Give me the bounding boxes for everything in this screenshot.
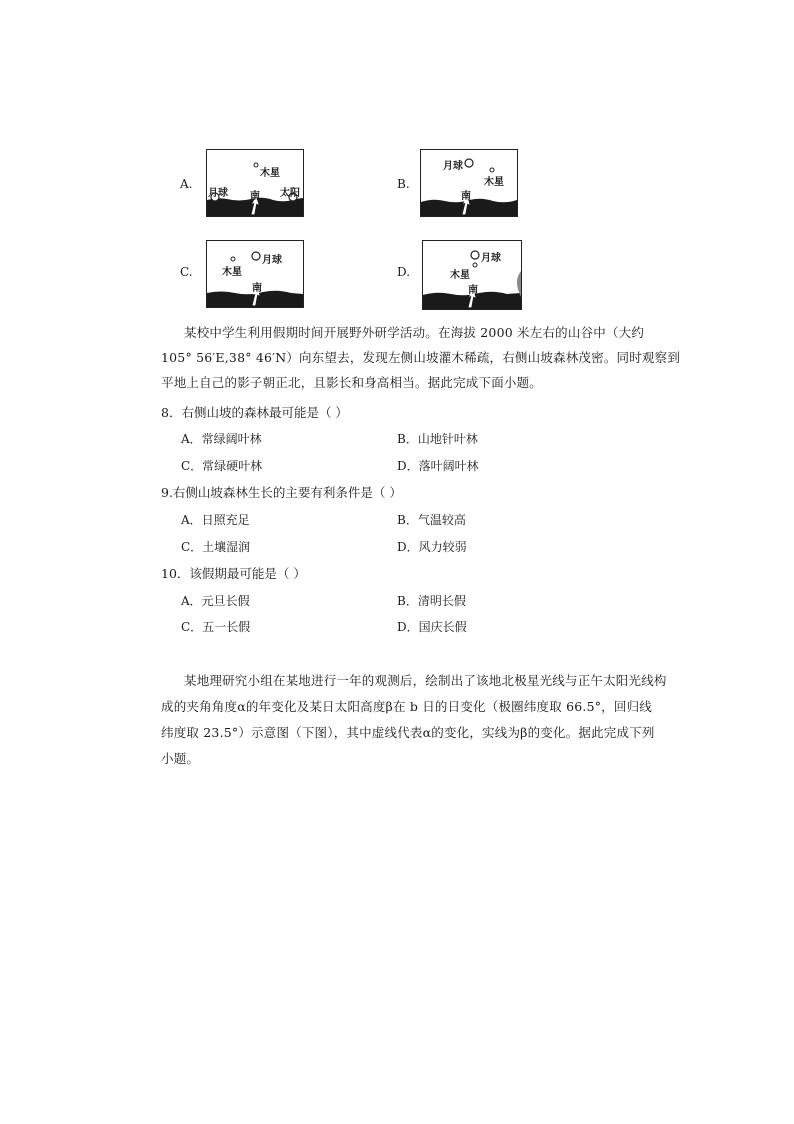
- q8-choice-a[interactable]: A．常绿阔叶林: [181, 432, 262, 446]
- jupiter-label: 木星: [260, 168, 280, 179]
- jupiter-label: 木星: [450, 270, 470, 281]
- option-a-letter: A.: [180, 177, 193, 191]
- south-label: 南: [468, 285, 478, 296]
- passage2-line-2: 成的夹角角度α的年变化及某日太阳高度β在 b 日的日变化（极圈纬度取 66.5°，回归线: [161, 699, 652, 714]
- jupiter-dot: [490, 168, 494, 172]
- jupiter-dot: [231, 257, 235, 261]
- jupiter-label: 木星: [222, 267, 242, 278]
- option-c-panel[interactable]: [206, 240, 304, 308]
- option-c-letter: C.: [180, 265, 193, 279]
- q9-choice-b[interactable]: B．气温较高: [397, 513, 466, 527]
- jupiter-label: 木星: [484, 177, 504, 188]
- q9-choice-c[interactable]: C．土壤湿润: [181, 540, 251, 554]
- option-b-letter: B.: [397, 177, 410, 191]
- q10-choice-a[interactable]: A．元旦长假: [181, 594, 250, 608]
- south-label: 南: [461, 191, 471, 202]
- q10-choice-b[interactable]: B．清明长假: [397, 594, 466, 608]
- q9-choice-a[interactable]: A．日照充足: [181, 513, 250, 527]
- jupiter-dot: [254, 163, 258, 167]
- moon-label: 月球: [443, 161, 463, 172]
- option-a-panel[interactable]: [206, 149, 304, 217]
- q8-choice-d[interactable]: D．落叶阔叶林: [397, 459, 479, 473]
- passage1-line-3: 平地上自己的影子朝正北，且影长和身高相当。据此完成下面小题。: [161, 375, 543, 390]
- q9-choice-d[interactable]: D．风力较弱: [397, 540, 467, 554]
- passage2-line-3: 纬度取 23.5°）示意图（下图），其中虚线代表α的变化，实线为β的变化。据此完成下列: [161, 725, 655, 740]
- moon-circle: [465, 159, 473, 167]
- q10-choice-d[interactable]: D．国庆长假: [397, 620, 467, 634]
- moon-circle: [471, 251, 479, 259]
- moon-label: 月球: [208, 188, 228, 199]
- passage2-line-4: 小题。: [161, 751, 200, 766]
- page-edge-shadow: [517, 271, 521, 297]
- passage1-line-2: 105° 56′E,38° 46′N）向东望去，发现左侧山坡灌木稀疏，右侧山坡森林茂密。同时观察到: [161, 350, 681, 365]
- passage2-line-1: 某地理研究小组在某地进行一年的观测后，绘制出了该地北极星光线与正午太阳光线构: [184, 673, 667, 688]
- option-a-scene: [207, 150, 303, 216]
- q8-choice-b[interactable]: B．山地针叶林: [397, 432, 478, 446]
- question-10-stem: 10．该假期最可能是（ ）: [161, 566, 306, 581]
- moon-label: 月球: [262, 255, 282, 266]
- moon-label: 月球: [481, 253, 501, 264]
- moon-circle: [252, 252, 260, 260]
- south-label: 南: [250, 191, 260, 202]
- question-8-stem: 8．右侧山坡的森林最可能是（ ）: [161, 405, 348, 420]
- south-label: 南: [252, 283, 262, 294]
- option-d-scene: [423, 241, 521, 309]
- passage1-line-1: 某校中学生利用假期时间开展野外研学活动。在海拔 2000 米左右的山谷中（大约: [184, 325, 645, 340]
- jupiter-dot: [473, 263, 477, 267]
- question-9-stem: 9.右侧山坡森林生长的主要有利条件是（ ）: [161, 485, 402, 500]
- option-d-panel[interactable]: [422, 240, 522, 310]
- option-d-letter: D.: [397, 265, 411, 279]
- sun-label: 太阳: [280, 188, 300, 199]
- q10-choice-c[interactable]: C．五一长假: [181, 620, 251, 634]
- q8-choice-c[interactable]: C．常绿硬叶林: [181, 459, 263, 473]
- option-b-panel[interactable]: [420, 149, 518, 217]
